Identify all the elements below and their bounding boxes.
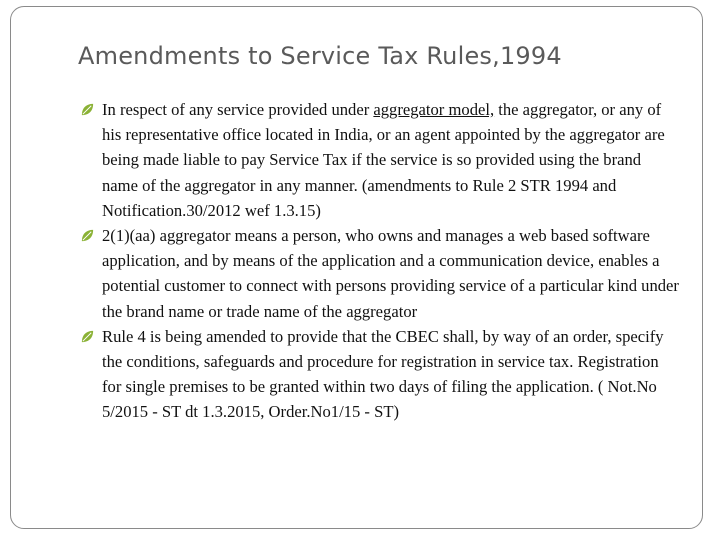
bullet-text-before: In respect of any service provided under	[102, 100, 374, 119]
bullet-text: 2(1)(aa) aggregator means a person, who owns and manages a web based software application, and by means of the application and a communication device, enables a potential customer to connect with persons providing service of a particular kind under the brand name or trade name of the aggregator	[102, 226, 679, 321]
bullet-list	[80, 97, 680, 425]
leaf-bullet-icon	[80, 102, 95, 117]
aggregator-model-underlined: aggregator model,	[373, 100, 495, 119]
bullet-item-aggregator-definition	[80, 223, 680, 324]
bullet-item-rule-4	[80, 324, 680, 425]
bullet-text: Rule 4 is being amended to provide that the CBEC shall, by way of an order, specify the conditions, safeguards and procedure for registration in service tax. Registration for single premises to be granted within two days of filing the application. ( Not.No 5/2015 - ST dt 1.3.2015, Order.No1/15 - ST)	[102, 326, 664, 422]
leaf-bullet-icon	[80, 329, 95, 344]
leaf-bullet-icon	[80, 228, 95, 243]
bullet-item-aggregator-model	[80, 97, 680, 223]
slide-title: Amendments to Service Tax Rules,1994	[78, 42, 562, 70]
bullet-text-after: the aggregator, or any of his representative office located in India, or an agent appointed by the aggregator are being made liable to pay Service Tax if the service is so provided using the brand name of the aggregator in any manner. (amendments to Rule 2 STR 1994 and Notification.30/2012 wef 1.3.15)	[102, 100, 665, 220]
